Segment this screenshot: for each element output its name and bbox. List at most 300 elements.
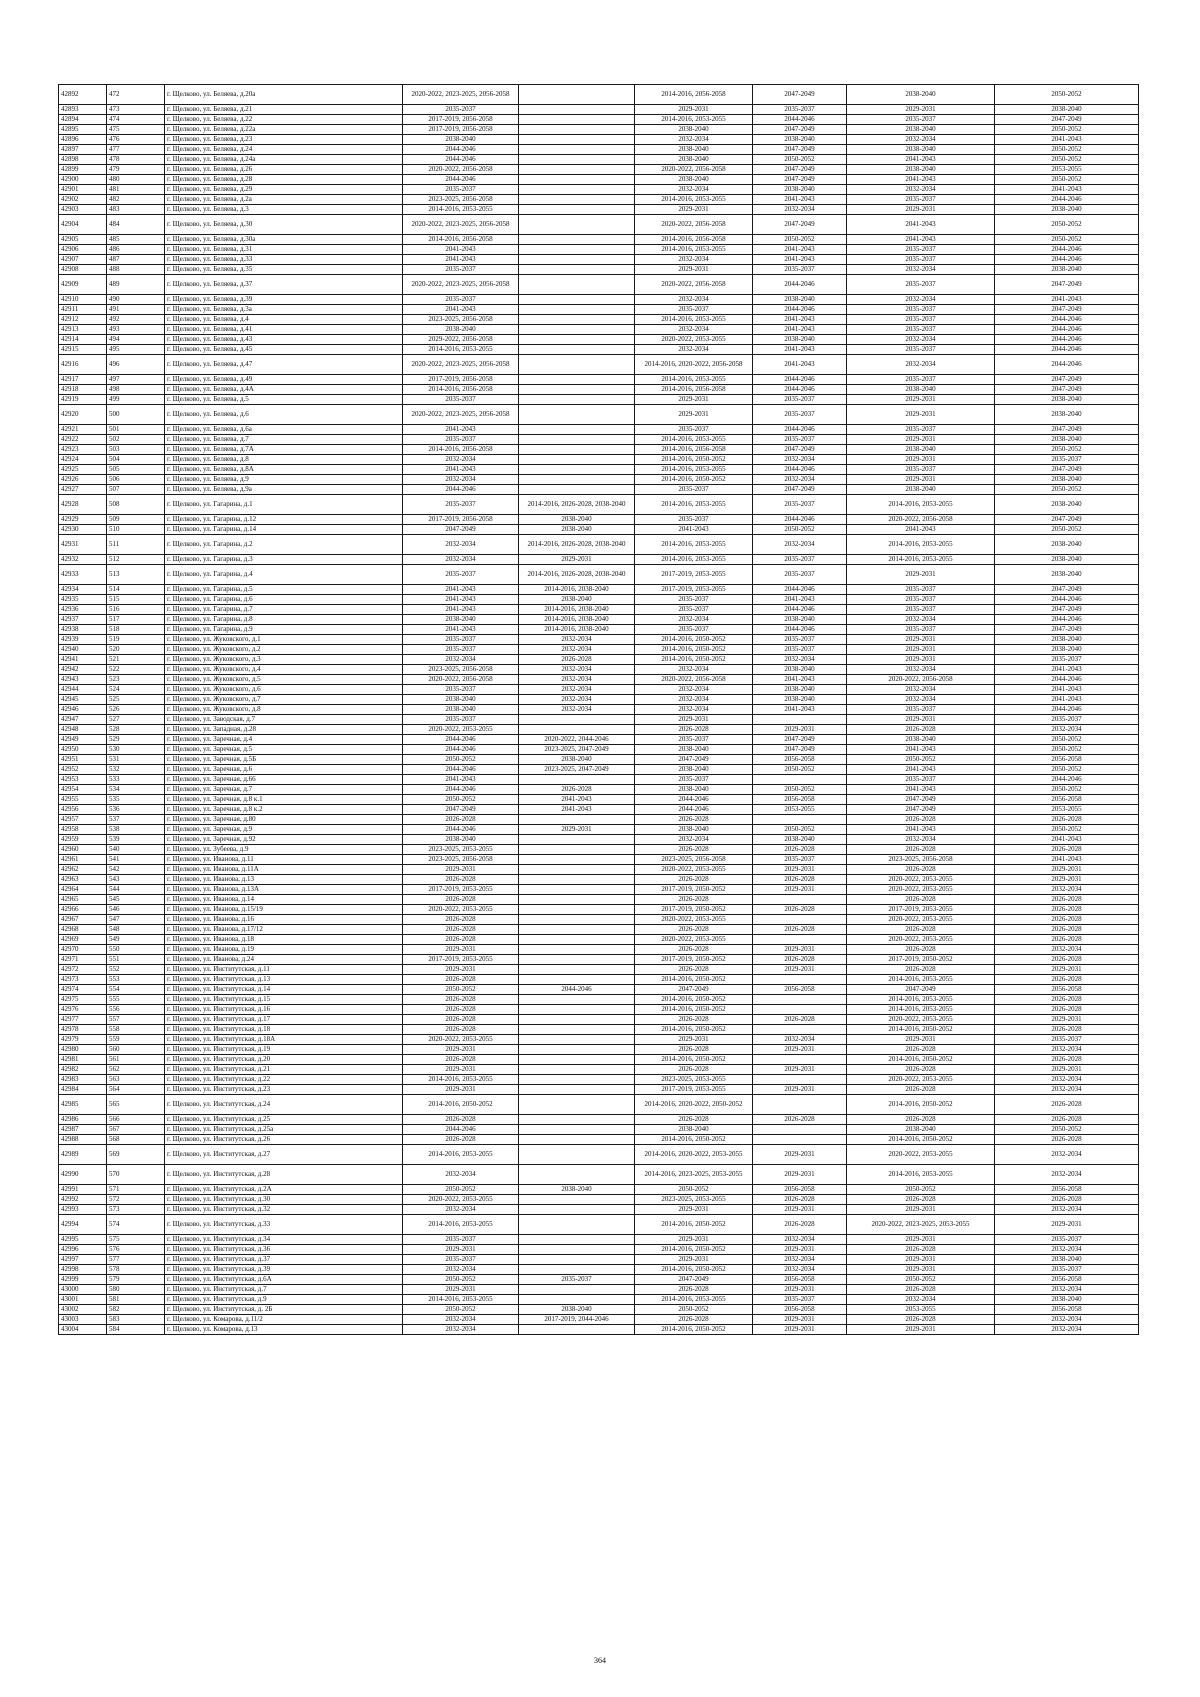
period-col-2-cell: [519, 165, 635, 175]
period-col-3-cell: 2035-2037: [635, 485, 753, 495]
period-col-6-cell: 2050-2052: [995, 1125, 1139, 1135]
address-cell: г. Щелково, ул. Институтская, д.13: [165, 975, 403, 985]
period-col-6-cell: 2053-2055: [995, 805, 1139, 815]
period-col-1-cell: 2020-2022, 2023-2025, 2056-2058: [403, 215, 519, 235]
period-col-1-cell: 2026-2028: [403, 1015, 519, 1025]
period-col-1-cell: 2026-2028: [403, 995, 519, 1005]
period-col-4-cell: [753, 935, 847, 945]
period-col-1-cell: 2044-2046: [403, 785, 519, 795]
period-col-3-cell: 2017-2019, 2053-2055: [635, 565, 753, 585]
row-id-cell: 42973: [59, 975, 107, 985]
period-col-2-cell: [519, 445, 635, 455]
row-number-cell: 518: [107, 625, 165, 635]
period-col-4-cell: 2050-2052: [753, 525, 847, 535]
table-row: [59, 1325, 1139, 1335]
period-col-1-cell: 2032-2034: [403, 475, 519, 485]
period-col-1-cell: 2035-2037: [403, 295, 519, 305]
period-col-5-cell: 2026-2028: [847, 1115, 995, 1125]
period-col-6-cell: 2053-2055: [995, 165, 1139, 175]
period-col-6-cell: 2032-2034: [995, 1145, 1139, 1165]
row-id-cell: 42901: [59, 185, 107, 195]
period-col-4-cell: 2035-2037: [753, 435, 847, 445]
address-cell: г. Щелково, ул. Жуковского, д.2: [165, 645, 403, 655]
row-number-cell: 576: [107, 1245, 165, 1255]
row-id-cell: 42958: [59, 825, 107, 835]
period-col-4-cell: 2038-2040: [753, 185, 847, 195]
table-row: [59, 585, 1139, 595]
row-id-cell: 42996: [59, 1245, 107, 1255]
table-row: [59, 485, 1139, 495]
period-col-5-cell: 2038-2040: [847, 85, 995, 105]
period-col-6-cell: 2038-2040: [995, 1255, 1139, 1265]
table-row: [59, 775, 1139, 785]
period-col-3-cell: 2023-2025, 2056-2058: [635, 855, 753, 865]
period-col-6-cell: 2026-2028: [995, 1025, 1139, 1035]
period-col-2-cell: [519, 1015, 635, 1025]
period-col-5-cell: 2038-2040: [847, 385, 995, 395]
address-cell: г. Щелково, ул. Беляева, д.3а: [165, 305, 403, 315]
row-id-cell: 42937: [59, 615, 107, 625]
period-col-6-cell: 2044-2046: [995, 335, 1139, 345]
table-row: [59, 275, 1139, 295]
period-col-3-cell: 2029-2031: [635, 395, 753, 405]
period-col-2-cell: [519, 105, 635, 115]
period-col-6-cell: 2041-2043: [995, 295, 1139, 305]
period-col-3-cell: 2020-2022, 2056-2058: [635, 165, 753, 175]
period-col-4-cell: 2035-2037: [753, 495, 847, 515]
address-cell: г. Щелково, ул. Гагарина, д.4: [165, 565, 403, 585]
period-col-2-cell: [519, 465, 635, 475]
period-col-5-cell: 2035-2037: [847, 605, 995, 615]
period-col-2-cell: [519, 125, 635, 135]
address-cell: г. Щелково, ул. Иванова, д.24: [165, 955, 403, 965]
row-id-cell: 42905: [59, 235, 107, 245]
table-row: [59, 475, 1139, 485]
address-cell: г. Щелково, ул. Беляева, д.21: [165, 105, 403, 115]
table-row: [59, 1205, 1139, 1215]
row-number-cell: 517: [107, 615, 165, 625]
period-col-4-cell: 2047-2049: [753, 165, 847, 175]
row-id-cell: 42909: [59, 275, 107, 295]
row-number-cell: 474: [107, 115, 165, 125]
address-cell: г. Щелково, ул. Институтская, д.15: [165, 995, 403, 1005]
period-col-6-cell: 2038-2040: [995, 475, 1139, 485]
period-col-2-cell: 2029-2031: [519, 825, 635, 835]
period-col-3-cell: 2035-2037: [635, 625, 753, 635]
row-id-cell: 42967: [59, 915, 107, 925]
period-col-1-cell: 2038-2040: [403, 835, 519, 845]
row-number-cell: 546: [107, 905, 165, 915]
table-row: [59, 875, 1139, 885]
period-col-5-cell: 2035-2037: [847, 195, 995, 205]
row-number-cell: 552: [107, 965, 165, 975]
period-col-3-cell: 2035-2037: [635, 605, 753, 615]
address-cell: г. Щелково, ул. Беляева, д.6: [165, 405, 403, 425]
row-id-cell: 42963: [59, 875, 107, 885]
row-number-cell: 486: [107, 245, 165, 255]
address-cell: г. Щелково, ул. Институтская, д.30: [165, 1195, 403, 1205]
period-col-4-cell: 2035-2037: [753, 855, 847, 865]
period-col-6-cell: 2047-2049: [995, 605, 1139, 615]
address-cell: г. Щелково, ул. Институтская, д.7: [165, 1285, 403, 1295]
page-number: 364: [594, 1656, 606, 1665]
row-id-cell: 42974: [59, 985, 107, 995]
period-col-1-cell: 2014-2016, 2050-2052: [403, 1095, 519, 1115]
table-row: [59, 115, 1139, 125]
period-col-4-cell: 2032-2034: [753, 655, 847, 665]
period-col-4-cell: 2050-2052: [753, 825, 847, 835]
period-col-5-cell: 2041-2043: [847, 155, 995, 165]
period-col-4-cell: 2038-2040: [753, 615, 847, 625]
period-col-4-cell: 2029-2031: [753, 1065, 847, 1075]
row-id-cell: 42988: [59, 1135, 107, 1145]
address-cell: г. Щелково, ул. Институтская, д.28: [165, 1165, 403, 1185]
period-col-5-cell: 2032-2034: [847, 135, 995, 145]
period-col-2-cell: 2023-2025, 2047-2049: [519, 745, 635, 755]
period-col-5-cell: 2014-2016, 2053-2055: [847, 995, 995, 1005]
row-number-cell: 558: [107, 1025, 165, 1035]
row-id-cell: 42959: [59, 835, 107, 845]
period-col-3-cell: 2029-2031: [635, 105, 753, 115]
period-col-1-cell: 2035-2037: [403, 685, 519, 695]
row-id-cell: 42914: [59, 335, 107, 345]
period-col-2-cell: [519, 1235, 635, 1245]
period-col-3-cell: 2026-2028: [635, 1045, 753, 1055]
period-col-3-cell: 2032-2034: [635, 615, 753, 625]
period-col-3-cell: 2029-2031: [635, 405, 753, 425]
table-row: [59, 635, 1139, 645]
period-col-1-cell: 2050-2052: [403, 1305, 519, 1315]
address-cell: г. Щелково, ул. Беляева, д.5: [165, 395, 403, 405]
address-cell: г. Щелково, ул. Институтская, д.34: [165, 1235, 403, 1245]
table-row: [59, 425, 1139, 435]
period-col-5-cell: 2047-2049: [847, 985, 995, 995]
period-col-1-cell: 2029-2031: [403, 865, 519, 875]
period-col-5-cell: 2032-2034: [847, 1295, 995, 1305]
period-col-6-cell: 2050-2052: [995, 785, 1139, 795]
period-col-4-cell: 2038-2040: [753, 835, 847, 845]
period-col-2-cell: [519, 385, 635, 395]
period-col-5-cell: 2020-2022, 2053-2055: [847, 1015, 995, 1025]
period-col-1-cell: 2020-2022, 2056-2058: [403, 675, 519, 685]
row-number-cell: 582: [107, 1305, 165, 1315]
period-col-3-cell: 2014-2016, 2053-2055: [635, 555, 753, 565]
period-col-2-cell: [519, 255, 635, 265]
period-col-4-cell: 2026-2028: [753, 1195, 847, 1205]
period-col-2-cell: 2032-2034: [519, 665, 635, 675]
period-col-6-cell: 2056-2058: [995, 755, 1139, 765]
period-col-5-cell: 2035-2037: [847, 375, 995, 385]
period-col-3-cell: 2038-2040: [635, 145, 753, 155]
table-row: [59, 355, 1139, 375]
row-number-cell: 499: [107, 395, 165, 405]
period-col-3-cell: 2014-2016, 2050-2052: [635, 645, 753, 655]
period-col-6-cell: 2038-2040: [995, 535, 1139, 555]
period-col-3-cell: 2026-2028: [635, 845, 753, 855]
period-col-2-cell: [519, 775, 635, 785]
address-cell: г. Щелково, ул. Жуковского, д.6: [165, 685, 403, 695]
period-col-6-cell: 2050-2052: [995, 445, 1139, 455]
row-id-cell: 42986: [59, 1115, 107, 1125]
address-cell: г. Щелково, ул. Беляева, д.9: [165, 475, 403, 485]
period-col-5-cell: 2035-2037: [847, 595, 995, 605]
row-id-cell: 42961: [59, 855, 107, 865]
period-col-5-cell: 2032-2034: [847, 615, 995, 625]
period-col-1-cell: 2026-2028: [403, 915, 519, 925]
period-col-6-cell: 2056-2058: [995, 1305, 1139, 1315]
row-number-cell: 475: [107, 125, 165, 135]
period-col-2-cell: [519, 175, 635, 185]
period-col-4-cell: 2047-2049: [753, 175, 847, 185]
period-col-4-cell: [753, 1025, 847, 1035]
period-col-2-cell: [519, 1125, 635, 1135]
period-col-3-cell: 2014-2016, 2050-2052: [635, 995, 753, 1005]
period-col-2-cell: [519, 195, 635, 205]
address-cell: г. Щелково, ул. Заречная, д.5: [165, 745, 403, 755]
table-row: [59, 1095, 1139, 1115]
period-col-6-cell: 2041-2043: [995, 185, 1139, 195]
period-col-5-cell: 2026-2028: [847, 945, 995, 955]
table-row: [59, 905, 1139, 915]
period-col-3-cell: 2023-2025, 2053-2055: [635, 1075, 753, 1085]
period-col-2-cell: [519, 235, 635, 245]
period-col-4-cell: 2047-2049: [753, 125, 847, 135]
row-number-cell: 525: [107, 695, 165, 705]
address-cell: г. Щелково, ул. Иванова, д.16: [165, 915, 403, 925]
period-col-5-cell: 2014-2016, 2053-2055: [847, 1005, 995, 1015]
period-col-3-cell: 2029-2031: [635, 265, 753, 275]
address-cell: г. Щелково, ул. Беляева, д.35: [165, 265, 403, 275]
period-col-2-cell: [519, 245, 635, 255]
address-cell: г. Щелково, ул. Гагарина, д.3: [165, 555, 403, 565]
period-col-4-cell: 2026-2028: [753, 955, 847, 965]
period-col-2-cell: [519, 395, 635, 405]
address-cell: г. Щелково, ул. Беляева, д.4А: [165, 385, 403, 395]
period-col-5-cell: 2017-2019, 2053-2055: [847, 905, 995, 915]
address-cell: г. Щелково, ул. Беляева, д.9а: [165, 485, 403, 495]
period-col-1-cell: 2032-2034: [403, 1325, 519, 1335]
period-col-1-cell: 2026-2028: [403, 1115, 519, 1125]
address-cell: г. Щелково, ул. Заречная, д.80: [165, 815, 403, 825]
period-col-3-cell: 2050-2052: [635, 1185, 753, 1195]
period-col-6-cell: 2026-2028: [995, 915, 1139, 925]
period-col-3-cell: 2029-2031: [635, 1205, 753, 1215]
row-number-cell: 505: [107, 465, 165, 475]
period-col-6-cell: 2044-2046: [995, 775, 1139, 785]
period-col-3-cell: 2026-2028: [635, 1285, 753, 1295]
row-id-cell: 42899: [59, 165, 107, 175]
period-col-2-cell: 2038-2040: [519, 1305, 635, 1315]
period-col-5-cell: 2020-2022, 2053-2055: [847, 1145, 995, 1165]
period-col-1-cell: 2017-2019, 2056-2058: [403, 375, 519, 385]
address-cell: г. Щелково, ул. Жуковского, д.1: [165, 635, 403, 645]
period-col-1-cell: 2044-2046: [403, 745, 519, 755]
period-col-3-cell: 2014-2016, 2050-2052: [635, 1055, 753, 1065]
period-col-2-cell: [519, 315, 635, 325]
period-col-4-cell: 2050-2052: [753, 765, 847, 775]
table-row: [59, 395, 1139, 405]
row-id-cell: 42912: [59, 315, 107, 325]
address-cell: г. Щелково, ул. Беляева, д.3: [165, 205, 403, 215]
period-col-2-cell: [519, 325, 635, 335]
period-col-5-cell: 2041-2043: [847, 175, 995, 185]
period-col-4-cell: 2047-2049: [753, 215, 847, 235]
address-cell: г. Щелково, ул. Институтская, д.21: [165, 1065, 403, 1075]
period-col-4-cell: 2056-2058: [753, 985, 847, 995]
period-col-6-cell: 2050-2052: [995, 745, 1139, 755]
period-col-5-cell: 2014-2016, 2050-2052: [847, 1025, 995, 1035]
period-col-5-cell: 2032-2034: [847, 355, 995, 375]
period-col-6-cell: 2032-2034: [995, 725, 1139, 735]
period-col-6-cell: 2026-2028: [995, 935, 1139, 945]
address-cell: г. Щелково, ул. Институтская, д.22: [165, 1075, 403, 1085]
period-col-3-cell: 2026-2028: [635, 725, 753, 735]
period-col-4-cell: 2047-2049: [753, 745, 847, 755]
address-cell: г. Щелково, ул. Иванова, д.17/12: [165, 925, 403, 935]
address-cell: г. Щелково, ул. Беляева, д.45: [165, 345, 403, 355]
period-col-6-cell: 2050-2052: [995, 825, 1139, 835]
period-col-5-cell: 2029-2031: [847, 405, 995, 425]
register-table: [58, 84, 1139, 1335]
table-row: [59, 1055, 1139, 1065]
period-col-4-cell: 2029-2031: [753, 1205, 847, 1215]
row-id-cell: 42984: [59, 1085, 107, 1095]
period-col-5-cell: 2020-2022, 2053-2055: [847, 1075, 995, 1085]
table-row: [59, 885, 1139, 895]
row-id-cell: 42927: [59, 485, 107, 495]
row-number-cell: 519: [107, 635, 165, 645]
period-col-4-cell: [753, 1075, 847, 1085]
table-row: [59, 785, 1139, 795]
period-col-2-cell: [519, 355, 635, 375]
table-row: [59, 105, 1139, 115]
row-id-cell: 42987: [59, 1125, 107, 1135]
table-row: [59, 625, 1139, 635]
address-cell: г. Щелково, ул. Беляева, д.8: [165, 455, 403, 465]
table-row: [59, 205, 1139, 215]
row-id-cell: 42910: [59, 295, 107, 305]
row-id-cell: 42956: [59, 805, 107, 815]
period-col-4-cell: 2044-2046: [753, 115, 847, 125]
address-cell: г. Щелково, ул. Заречная, д.5Б: [165, 755, 403, 765]
table-row: [59, 525, 1139, 535]
period-col-2-cell: [519, 135, 635, 145]
period-col-1-cell: 2035-2037: [403, 185, 519, 195]
period-col-6-cell: 2047-2049: [995, 115, 1139, 125]
row-number-cell: 497: [107, 375, 165, 385]
row-number-cell: 561: [107, 1055, 165, 1065]
period-col-2-cell: [519, 335, 635, 345]
period-col-6-cell: 2041-2043: [995, 685, 1139, 695]
row-id-cell: 42940: [59, 645, 107, 655]
row-id-cell: 42919: [59, 395, 107, 405]
row-number-cell: 530: [107, 745, 165, 755]
row-id-cell: 42911: [59, 305, 107, 315]
table-row: [59, 975, 1139, 985]
period-col-2-cell: 2014-2016, 2026-2028, 2038-2040: [519, 565, 635, 585]
period-col-1-cell: 2044-2046: [403, 175, 519, 185]
period-col-3-cell: 2026-2028: [635, 815, 753, 825]
period-col-2-cell: 2026-2028: [519, 655, 635, 665]
row-id-cell: 42936: [59, 605, 107, 615]
table-row: [59, 945, 1139, 955]
row-id-cell: 42931: [59, 535, 107, 555]
period-col-4-cell: 2041-2043: [753, 355, 847, 375]
row-number-cell: 511: [107, 535, 165, 555]
table-row: [59, 845, 1139, 855]
table-row: [59, 495, 1139, 515]
period-col-5-cell: 2050-2052: [847, 755, 995, 765]
period-col-4-cell: [753, 915, 847, 925]
row-number-cell: 506: [107, 475, 165, 485]
period-col-6-cell: 2032-2034: [995, 1245, 1139, 1255]
address-cell: г. Щелково, ул. Беляева, д.26: [165, 165, 403, 175]
row-number-cell: 501: [107, 425, 165, 435]
table-row: [59, 615, 1139, 625]
period-col-6-cell: 2026-2028: [995, 995, 1139, 1005]
row-number-cell: 540: [107, 845, 165, 855]
row-id-cell: 42978: [59, 1025, 107, 1035]
period-col-1-cell: 2020-2022, 2053-2055: [403, 905, 519, 915]
period-col-1-cell: 2038-2040: [403, 135, 519, 145]
period-col-2-cell: 2041-2043: [519, 805, 635, 815]
period-col-4-cell: 2026-2028: [753, 875, 847, 885]
row-number-cell: 560: [107, 1045, 165, 1055]
row-number-cell: 526: [107, 705, 165, 715]
row-id-cell: 43003: [59, 1315, 107, 1325]
address-cell: г. Щелково, ул. Заречная, д.6: [165, 765, 403, 775]
period-col-5-cell: 2032-2034: [847, 265, 995, 275]
table-row: [59, 1255, 1139, 1265]
row-number-cell: 570: [107, 1165, 165, 1185]
row-number-cell: 554: [107, 985, 165, 995]
period-col-4-cell: 2056-2058: [753, 755, 847, 765]
address-cell: г. Щелково, ул. Беляева, д.33: [165, 255, 403, 265]
period-col-2-cell: 2038-2040: [519, 525, 635, 535]
period-col-3-cell: 2014-2016, 2053-2055: [635, 115, 753, 125]
period-col-2-cell: [519, 915, 635, 925]
table-row: [59, 895, 1139, 905]
address-cell: г. Щелково, ул. Беляева, д.47: [165, 355, 403, 375]
period-col-1-cell: 2032-2034: [403, 555, 519, 565]
address-cell: г. Щелково, ул. Комарова, д.11/2: [165, 1315, 403, 1325]
row-number-cell: 536: [107, 805, 165, 815]
period-col-1-cell: 2026-2028: [403, 1005, 519, 1015]
period-col-2-cell: [519, 1195, 635, 1205]
row-number-cell: 549: [107, 935, 165, 945]
period-col-4-cell: [753, 1125, 847, 1135]
period-col-1-cell: 2014-2016, 2056-2058: [403, 445, 519, 455]
period-col-4-cell: 2041-2043: [753, 345, 847, 355]
period-col-3-cell: 2038-2040: [635, 745, 753, 755]
row-id-cell: 42926: [59, 475, 107, 485]
address-cell: г. Щелково, ул. Институтская, д.25: [165, 1115, 403, 1125]
row-number-cell: 528: [107, 725, 165, 735]
table-row: [59, 825, 1139, 835]
period-col-5-cell: 2029-2031: [847, 715, 995, 725]
period-col-5-cell: 2035-2037: [847, 705, 995, 715]
row-number-cell: 568: [107, 1135, 165, 1145]
period-col-1-cell: 2014-2016, 2053-2055: [403, 1295, 519, 1305]
period-col-4-cell: [753, 1135, 847, 1145]
period-col-4-cell: 2044-2046: [753, 385, 847, 395]
address-cell: г. Щелково, ул. Гагарина, д.6: [165, 595, 403, 605]
period-col-5-cell: 2035-2037: [847, 305, 995, 315]
address-cell: г. Щелково, ул. Беляева, д.28: [165, 175, 403, 185]
period-col-2-cell: [519, 1245, 635, 1255]
period-col-1-cell: 2014-2016, 2053-2055: [403, 345, 519, 355]
row-id-cell: 42932: [59, 555, 107, 565]
